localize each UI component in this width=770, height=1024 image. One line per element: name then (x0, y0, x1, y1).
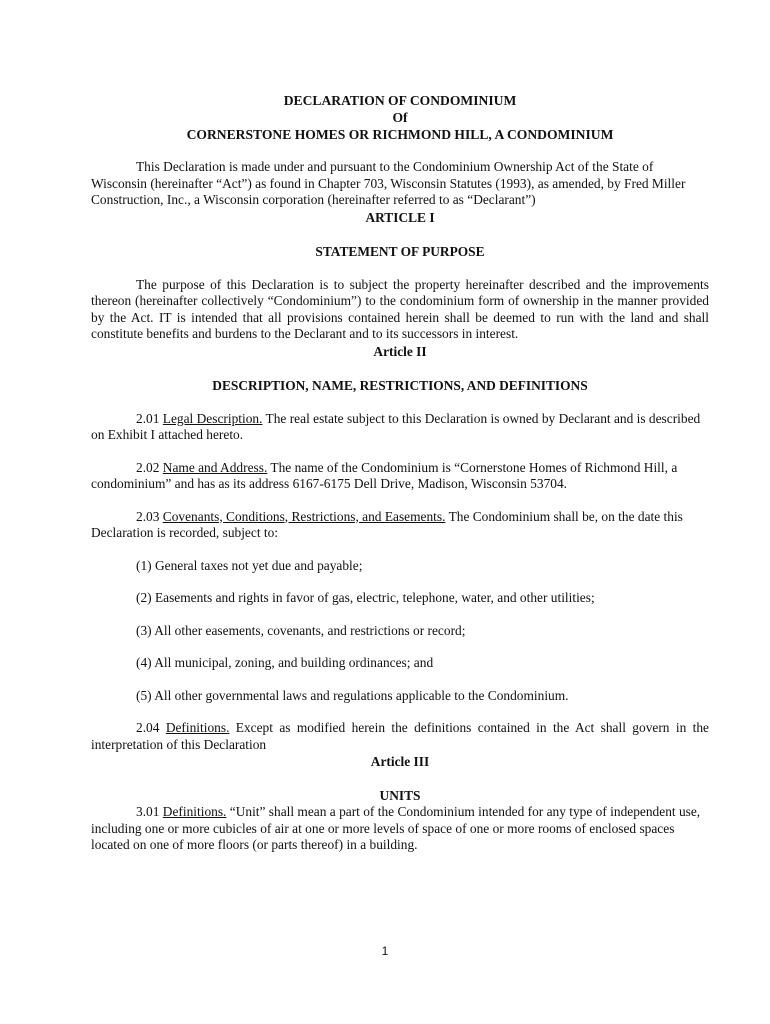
section-2-04 (91, 720, 709, 753)
title-line-2: Of (392, 110, 408, 125)
article-1-heading: ARTICLE I (365, 209, 435, 225)
article-3-heading: Article III (370, 754, 430, 769)
section-2-02 (91, 460, 709, 493)
article-1-subheading: STATEMENT OF PURPOSE (315, 244, 485, 259)
section-title: Name and Address. (162, 459, 268, 475)
title-line-1: DECLARATION OF CONDOMINIUM (283, 93, 517, 108)
section-title: Covenants, Conditions, Restrictions, and Easements. (162, 508, 446, 524)
intro-paragraph: This Declaration is made under and pursuant to the Condominium Ownership Act of the State of Wisconsin (hereinafter “Act”) as found in Chapter 703, Wisconsin Statutes (1993), as amended, by Fred Miller Construction, Inc., a Wisconsin corporation (hereinafter referred to as “Declarant”) (91, 159, 686, 207)
section-title: Legal Description. (162, 410, 263, 426)
section-2-01 (91, 411, 709, 444)
list-item: (4) All municipal, zoning, and building ordinances; and (136, 655, 434, 670)
section-2-03 (91, 509, 709, 542)
section-3-01 (91, 804, 709, 854)
section-number: 2.03 (136, 508, 160, 524)
section-text: The real estate subject to this Declaration is owned by Declarant and is described on Exhibit I attached hereto. (91, 410, 701, 442)
section-number: 3.01 (136, 804, 160, 819)
article-3-subheading: UNITS (379, 787, 421, 803)
section-number: 2.01 (136, 410, 160, 426)
section-text: Except as modified herein the definitions contained in the Act shall govern in the interpretation of this Declaration (91, 720, 709, 752)
document-page (91, 92, 709, 854)
article-1-body: The purpose of this Declaration is to subject the property hereinafter described and the improvements thereon (hereinafter collectively “Condominium”) to the condominium form of ownership in the manner provided by the Act. IT is intended that all provisions contained herein shall be deemed to run with the land and shall constitute benefits and burdens to the Declarant and to its successors in interest. (91, 276, 709, 341)
article-2-subheading: DESCRIPTION, NAME, RESTRICTIONS, AND DEFINITIONS (212, 378, 588, 393)
list-item: (5) All other governmental laws and regulations applicable to the Condominium. (136, 687, 569, 703)
title-line-3: CORNERSTONE HOMES OR RICHMOND HILL, A CONDOMINIUM (186, 127, 614, 142)
list-item: (1) General taxes not yet due and payable; (136, 557, 363, 573)
list-item: (3) All other easements, covenants, and restrictions or record; (136, 622, 466, 638)
section-text: The Condominium shall be, on the date this Declaration is recorded, subject to: (91, 508, 683, 540)
document-title (91, 92, 709, 143)
list-item: (2) Easements and rights in favor of gas, electric, telephone, water, and other utilities; (136, 590, 595, 605)
section-title: Definitions. (162, 804, 227, 819)
article-2-heading: Article II (373, 343, 427, 359)
section-title: Definitions. (165, 720, 230, 735)
section-text: “Unit” shall mean a part of the Condominium intended for any type of independent use, including one or more cubicles of air at one or more levels of space of one or more rooms of enclosed spaces located on one of more floors (or parts thereof) in a building. (91, 804, 701, 852)
section-number: 2.04 (136, 720, 160, 735)
page-number: 1 (381, 944, 389, 958)
section-number: 2.02 (136, 459, 160, 475)
section-text: The name of the Condominium is “Cornerstone Homes of Richmond Hill, a condominium” and has as its address 6167-6175 Dell Drive, Madison, Wisconsin 53704. (91, 459, 678, 491)
